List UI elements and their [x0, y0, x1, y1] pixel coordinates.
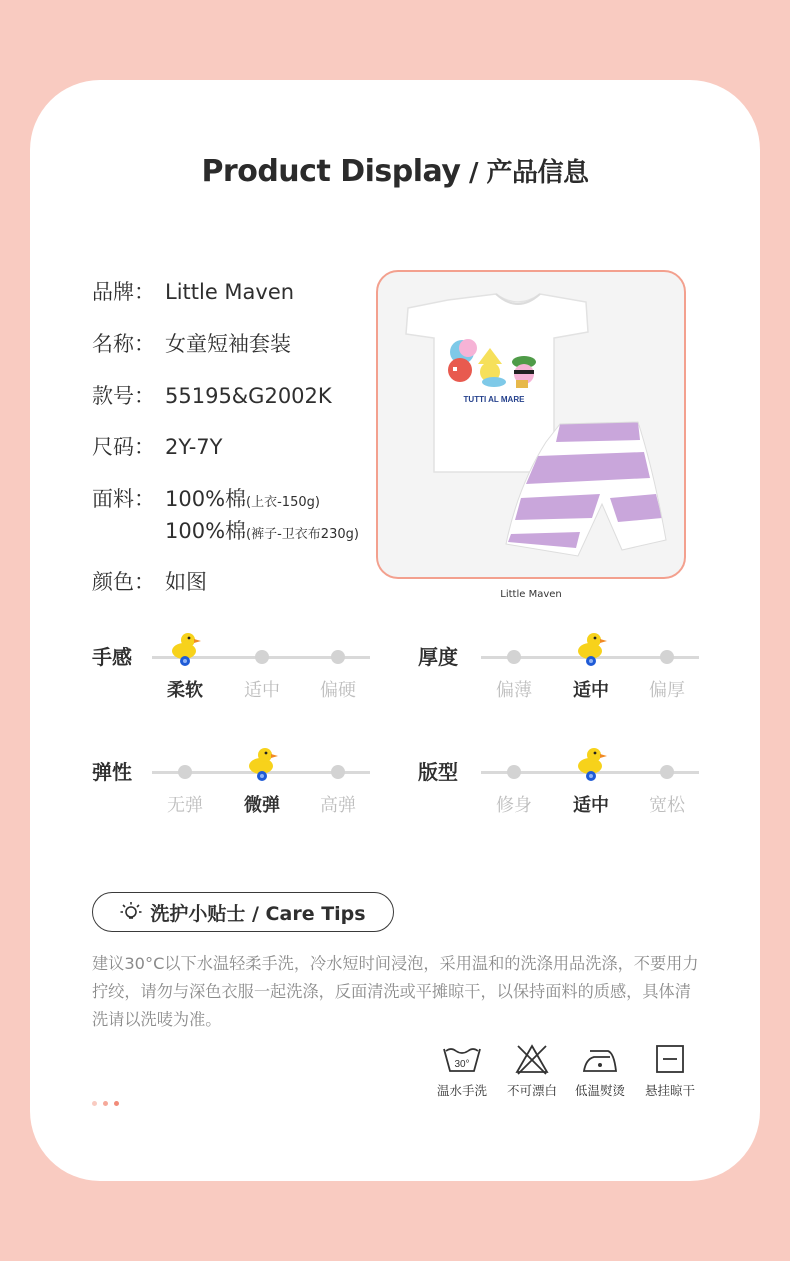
hand-wash-label: 温水手洗	[436, 1083, 487, 1098]
duck-marker-icon	[246, 746, 280, 782]
elasticity-scale-label: 弹性	[92, 760, 132, 784]
size-row: 尺码： 2Y-7Y	[92, 435, 223, 459]
elasticity-option: 高弹	[320, 795, 356, 816]
fit-option: 适中	[573, 795, 609, 816]
dot-3	[114, 1101, 119, 1106]
hang-dry-icon	[654, 1043, 686, 1075]
brand-row: 品牌： Little Maven	[92, 280, 295, 304]
feel-option: 适中	[244, 680, 280, 701]
feel-scale-dot	[255, 650, 269, 664]
duck-marker-icon	[169, 631, 203, 667]
low-iron-label: 低温熨烫	[574, 1083, 625, 1098]
care-tips-title: 洗护小贴士 / Care Tips	[150, 902, 366, 925]
fit-scale-label: 版型	[418, 760, 458, 784]
fabric-row-2: 100%棉(裤子-卫衣布230g)	[165, 519, 359, 543]
color-row: 颜色： 如图	[92, 570, 207, 594]
fabric-row: 面料： 100%棉(上衣-150g)	[92, 487, 320, 511]
feel-option: 偏硬	[320, 680, 356, 701]
dot-1	[92, 1101, 97, 1106]
thickness-option: 偏厚	[649, 680, 685, 701]
fit-option: 修身	[496, 795, 532, 816]
fit-option: 宽松	[649, 795, 685, 816]
low-iron-icon	[580, 1043, 620, 1075]
care-symbol-low-iron	[567, 1043, 633, 1099]
dot-2	[103, 1101, 108, 1106]
fit-scale-dot	[660, 765, 674, 779]
thickness-option: 偏薄	[496, 680, 532, 701]
care-symbol-hand-wash	[429, 1043, 495, 1099]
feel-option: 柔软	[167, 680, 203, 701]
care-instructions: 建议30°C以下水温轻柔手洗，冷水短时间浸泡，采用温和的洗涤用品洗涤，不要用力拧绞，请勿与深色衣服一起洗涤，反面清洗或平摊晾干，以保持面料的质感，具体清洗请以洗唛为准。	[92, 954, 699, 1029]
photo-caption: Little Maven	[500, 589, 562, 600]
thickness-scale-dot	[507, 650, 521, 664]
feel-scale-dot	[331, 650, 345, 664]
hang-dry-label: 悬挂晾干	[644, 1083, 695, 1098]
duck-marker-icon	[575, 631, 609, 667]
name-row: 名称： 女童短袖套装	[92, 332, 291, 356]
wash-temp: 30°	[454, 1059, 470, 1070]
fit-scale-dot	[507, 765, 521, 779]
pagination-dots	[92, 1091, 125, 1110]
elasticity-scale-dot	[331, 765, 345, 779]
thickness-scale-dot	[660, 650, 674, 664]
product-photo	[376, 270, 686, 579]
hand-wash-icon	[442, 1043, 482, 1075]
elasticity-scale-dot	[178, 765, 192, 779]
model-row: 款号： 55195&G2002K	[92, 384, 332, 408]
elasticity-option: 无弹	[167, 795, 203, 816]
care-symbol-hang-dry	[637, 1043, 703, 1099]
no-bleach-icon	[514, 1043, 550, 1075]
care-tips-badge	[92, 892, 394, 932]
elasticity-option: 微弹	[244, 795, 280, 816]
care-symbol-no-bleach	[499, 1043, 565, 1099]
lightbulb-icon	[120, 901, 142, 923]
thickness-scale-label: 厚度	[418, 645, 458, 669]
thickness-option: 适中	[573, 680, 609, 701]
no-bleach-label: 不可漂白	[506, 1083, 557, 1098]
outfit-illustration	[378, 272, 684, 577]
feel-scale-label: 手感	[92, 645, 132, 669]
duck-marker-icon	[575, 746, 609, 782]
shirt-print-text: TUTTI AL MARE	[463, 395, 525, 404]
page-title: Product Display / 产品信息	[201, 154, 589, 189]
